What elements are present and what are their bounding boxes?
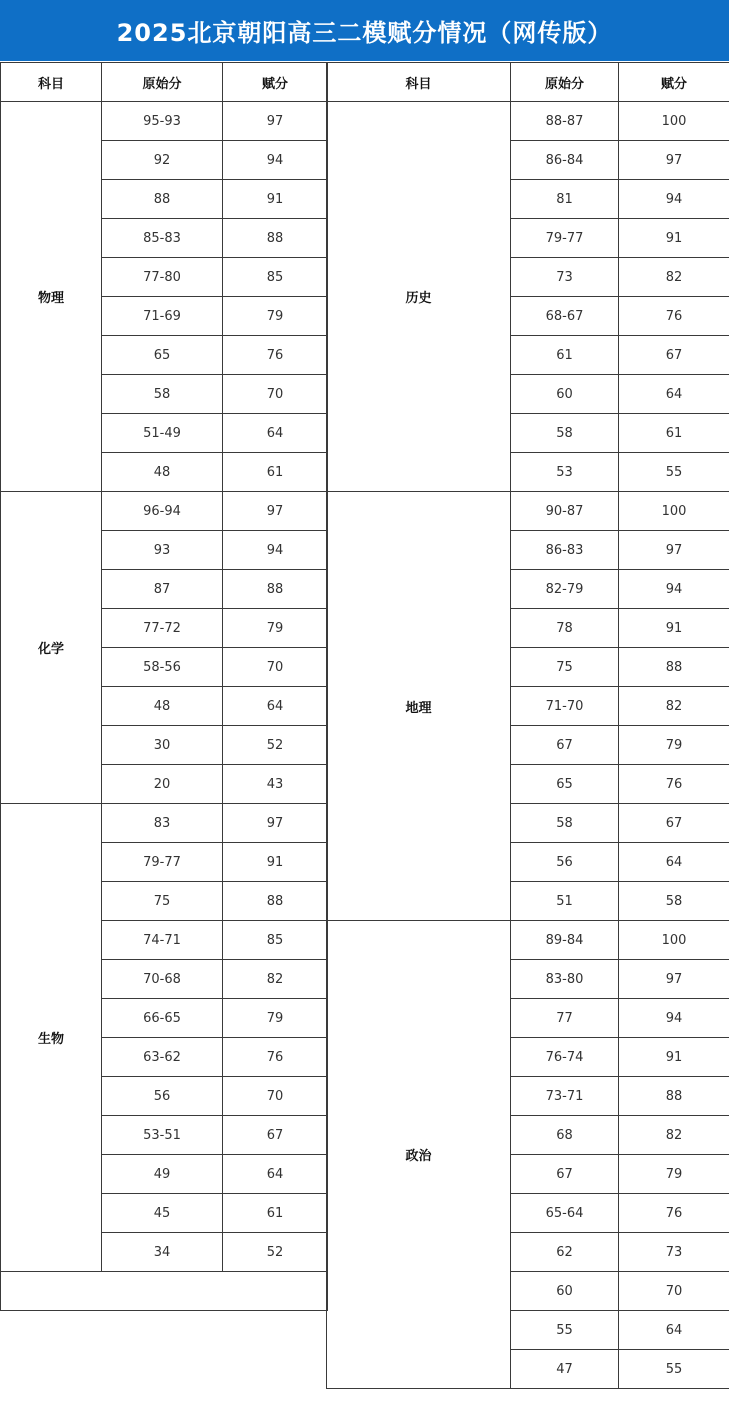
raw-score-cell: 79-77	[102, 843, 223, 882]
raw-score-cell: 83	[102, 804, 223, 843]
raw-score-cell: 74-71	[102, 921, 223, 960]
assigned-score-cell: 70	[223, 648, 328, 687]
raw-score-cell: 51	[511, 882, 619, 921]
subject-cell: 政治	[327, 921, 511, 1389]
raw-score-cell: 78	[511, 609, 619, 648]
raw-score-cell: 75	[102, 882, 223, 921]
assigned-score-cell: 67	[619, 336, 729, 375]
assigned-score-cell: 64	[619, 843, 729, 882]
subject-cell: 生物	[1, 804, 102, 1272]
subject-cell: 物理	[1, 102, 102, 492]
raw-score-cell: 93	[102, 531, 223, 570]
raw-score-cell: 60	[511, 1272, 619, 1311]
raw-score-cell: 96-94	[102, 492, 223, 531]
assigned-score-cell: 85	[223, 921, 328, 960]
header-assigned-score: 赋分	[223, 63, 328, 102]
raw-score-cell: 53-51	[102, 1116, 223, 1155]
assigned-score-cell: 97	[223, 492, 328, 531]
header-raw-score: 原始分	[102, 63, 223, 102]
assigned-score-cell: 82	[223, 960, 328, 999]
assigned-score-cell: 73	[619, 1233, 729, 1272]
assigned-score-cell: 79	[619, 726, 729, 765]
raw-score-cell: 58-56	[102, 648, 223, 687]
raw-score-cell: 56	[511, 843, 619, 882]
header-row	[1, 63, 328, 102]
raw-score-cell: 71-69	[102, 297, 223, 336]
assigned-score-cell: 52	[223, 726, 328, 765]
assigned-score-cell: 82	[619, 258, 729, 297]
header-subject: 科目	[1, 63, 102, 102]
table-row	[327, 492, 729, 531]
assigned-score-cell: 76	[223, 1038, 328, 1077]
assigned-score-cell: 64	[223, 414, 328, 453]
raw-score-cell: 58	[511, 414, 619, 453]
assigned-score-cell: 70	[223, 1077, 328, 1116]
assigned-score-cell: 97	[223, 102, 328, 141]
header-row	[327, 63, 729, 102]
assigned-score-cell: 91	[223, 843, 328, 882]
assigned-score-cell: 88	[619, 1077, 729, 1116]
raw-score-cell: 34	[102, 1233, 223, 1272]
assigned-score-cell: 64	[223, 687, 328, 726]
raw-score-cell: 82-79	[511, 570, 619, 609]
assigned-score-cell: 79	[223, 999, 328, 1038]
raw-score-cell: 60	[511, 375, 619, 414]
raw-score-cell: 88-87	[511, 102, 619, 141]
raw-score-cell: 65	[511, 765, 619, 804]
assigned-score-cell: 61	[619, 414, 729, 453]
assigned-score-cell: 52	[223, 1233, 328, 1272]
assigned-score-cell: 85	[223, 258, 328, 297]
assigned-score-cell: 82	[619, 687, 729, 726]
assigned-score-cell: 88	[619, 648, 729, 687]
raw-score-cell: 70-68	[102, 960, 223, 999]
assigned-score-cell: 88	[223, 219, 328, 258]
page-title: 2025北京朝阳高三二模赋分情况（网传版）	[0, 0, 729, 61]
raw-score-cell: 67	[511, 1155, 619, 1194]
assigned-score-cell: 97	[619, 531, 729, 570]
raw-score-cell: 67	[511, 726, 619, 765]
raw-score-cell: 73	[511, 258, 619, 297]
raw-score-cell: 61	[511, 336, 619, 375]
assigned-score-cell: 100	[619, 102, 729, 141]
raw-score-cell: 65	[102, 336, 223, 375]
raw-score-cell: 56	[102, 1077, 223, 1116]
assigned-score-cell: 79	[223, 609, 328, 648]
table-row	[1, 804, 328, 843]
raw-score-cell: 75	[511, 648, 619, 687]
header-subject: 科目	[327, 63, 511, 102]
assigned-score-cell: 94	[619, 570, 729, 609]
raw-score-cell: 95-93	[102, 102, 223, 141]
assigned-score-cell: 67	[619, 804, 729, 843]
raw-score-cell: 58	[511, 804, 619, 843]
raw-score-cell: 47	[511, 1350, 619, 1389]
raw-score-cell: 68	[511, 1116, 619, 1155]
assigned-score-cell: 97	[223, 804, 328, 843]
subject-cell: 地理	[327, 492, 511, 921]
raw-score-cell: 76-74	[511, 1038, 619, 1077]
raw-score-cell: 86-83	[511, 531, 619, 570]
assigned-score-cell: 67	[223, 1116, 328, 1155]
raw-score-cell: 77-80	[102, 258, 223, 297]
raw-score-cell: 86-84	[511, 141, 619, 180]
assigned-score-cell: 70	[619, 1272, 729, 1311]
table-row	[1, 492, 328, 531]
raw-score-cell: 77	[511, 999, 619, 1038]
subject-cell: 化学	[1, 492, 102, 804]
assigned-score-cell: 94	[223, 141, 328, 180]
raw-score-cell: 68-67	[511, 297, 619, 336]
assigned-score-cell: 94	[619, 999, 729, 1038]
raw-score-cell: 90-87	[511, 492, 619, 531]
raw-score-cell: 48	[102, 453, 223, 492]
assigned-score-cell: 94	[223, 531, 328, 570]
raw-score-cell: 20	[102, 765, 223, 804]
assigned-score-cell: 88	[223, 882, 328, 921]
assigned-score-cell: 55	[619, 1350, 729, 1389]
raw-score-cell: 79-77	[511, 219, 619, 258]
assigned-score-cell: 100	[619, 492, 729, 531]
assigned-score-cell: 70	[223, 375, 328, 414]
raw-score-cell: 65-64	[511, 1194, 619, 1233]
raw-score-cell: 63-62	[102, 1038, 223, 1077]
assigned-score-cell: 97	[619, 141, 729, 180]
table-row	[327, 102, 729, 141]
assigned-score-cell: 61	[223, 1194, 328, 1233]
table-row	[327, 921, 729, 960]
raw-score-cell: 48	[102, 687, 223, 726]
raw-score-cell: 89-84	[511, 921, 619, 960]
assigned-score-cell: 76	[619, 1194, 729, 1233]
assigned-score-cell: 79	[223, 297, 328, 336]
assigned-score-cell: 91	[619, 219, 729, 258]
raw-score-cell: 77-72	[102, 609, 223, 648]
raw-score-cell: 58	[102, 375, 223, 414]
header-assigned-score: 赋分	[619, 63, 729, 102]
raw-score-cell: 49	[102, 1155, 223, 1194]
raw-score-cell: 51-49	[102, 414, 223, 453]
raw-score-cell: 66-65	[102, 999, 223, 1038]
raw-score-cell: 83-80	[511, 960, 619, 999]
raw-score-cell: 87	[102, 570, 223, 609]
raw-score-cell: 85-83	[102, 219, 223, 258]
assigned-score-cell: 64	[619, 375, 729, 414]
assigned-score-cell: 100	[619, 921, 729, 960]
assigned-score-cell: 55	[619, 453, 729, 492]
assigned-score-cell: 88	[223, 570, 328, 609]
raw-score-cell: 55	[511, 1311, 619, 1350]
assigned-score-cell: 58	[619, 882, 729, 921]
assigned-score-cell: 94	[619, 180, 729, 219]
assigned-score-cell: 91	[223, 180, 328, 219]
assigned-score-cell: 91	[619, 1038, 729, 1077]
assigned-score-cell: 76	[619, 297, 729, 336]
assigned-score-cell: 43	[223, 765, 328, 804]
raw-score-cell: 81	[511, 180, 619, 219]
assigned-score-cell: 76	[619, 765, 729, 804]
assigned-score-cell: 64	[619, 1311, 729, 1350]
right-score-table	[326, 62, 729, 1389]
table-row	[1, 102, 328, 141]
raw-score-cell: 45	[102, 1194, 223, 1233]
assigned-score-cell: 82	[619, 1116, 729, 1155]
empty-cell	[1, 1272, 328, 1311]
raw-score-cell: 88	[102, 180, 223, 219]
assigned-score-cell: 76	[223, 336, 328, 375]
assigned-score-cell: 91	[619, 609, 729, 648]
raw-score-cell: 92	[102, 141, 223, 180]
assigned-score-cell: 79	[619, 1155, 729, 1194]
assigned-score-cell: 64	[223, 1155, 328, 1194]
header-raw-score: 原始分	[511, 63, 619, 102]
raw-score-cell: 30	[102, 726, 223, 765]
raw-score-cell: 71-70	[511, 687, 619, 726]
subject-cell: 历史	[327, 102, 511, 492]
left-score-table	[0, 62, 328, 1311]
assigned-score-cell: 61	[223, 453, 328, 492]
raw-score-cell: 73-71	[511, 1077, 619, 1116]
raw-score-cell: 53	[511, 453, 619, 492]
raw-score-cell: 62	[511, 1233, 619, 1272]
assigned-score-cell: 97	[619, 960, 729, 999]
